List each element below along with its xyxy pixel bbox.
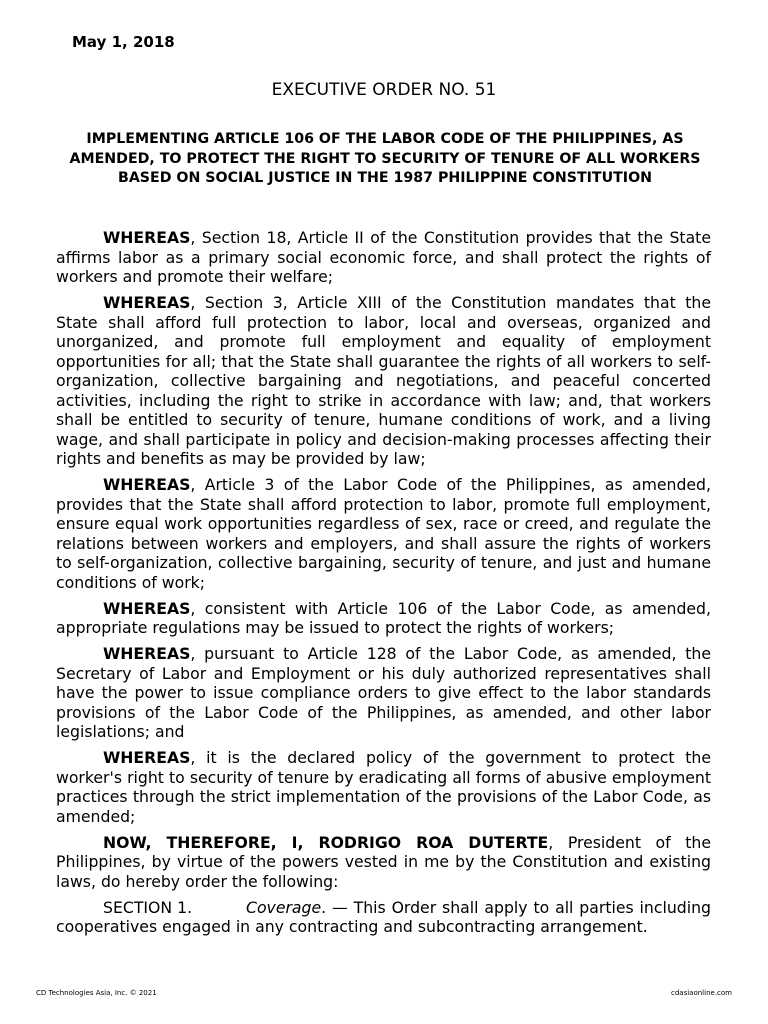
clause-lead: WHEREAS (103, 598, 191, 618)
whereas-clause-5 (56, 644, 711, 742)
section-number: SECTION 1. (103, 897, 193, 917)
whereas-clause-4 (56, 599, 711, 638)
now-therefore-clause (56, 833, 711, 892)
clause-text: , Section 18, Article II of the Constitution provides that the State affirms labor as a primary social economic force, and shall protect the rights of workers and promote their welfare; (56, 228, 711, 286)
clause-text: , President of the Philippines, by virtue of the powers vested in me by the Constitution and existing laws, do hereby order the following: (56, 832, 711, 891)
clause-text: , it is the declared policy of the government to protect the worker's right to security of tenure by eradicating all forms of abusive employment practices through the strict implementation of the provisions of the Labor Code, as amended; (56, 748, 711, 826)
clause-lead: WHEREAS (103, 748, 191, 767)
order-body (56, 228, 711, 943)
clause-lead: WHEREAS (103, 228, 191, 247)
footer-website: cdasiaonline.com (671, 989, 732, 997)
whereas-clause-6 (56, 748, 711, 826)
order-title: EXECUTIVE ORDER NO. 51 (271, 80, 497, 100)
clause-lead: NOW, THEREFORE, I, RODRIGO ROA DUTERTE (103, 832, 549, 852)
order-subject: IMPLEMENTING ARTICLE 106 OF THE LABOR CODE OF THE PHILIPPINES, AS AMENDED, TO PROTECT THE RIGHT TO SECURITY OF TENURE OF ALL WORKERS BASED ON SOCIAL JUSTICE IN THE 1987 PHILIPPINE CONSTITUTION (69, 131, 701, 186)
footer-copyright: CD Technologies Asia, Inc. © 2021 (36, 989, 157, 997)
clause-lead: WHEREAS (103, 293, 191, 312)
document-date: May 1, 2018 (72, 33, 175, 51)
whereas-clause-3 (56, 475, 711, 592)
clause-lead: WHEREAS (103, 644, 191, 663)
clause-lead: WHEREAS (103, 475, 191, 494)
clause-text: , Section 3, Article XIII of the Constitution mandates that the State shall afford full protection to labor, local and overseas, organized and unorganized, and promote full employment and equality of employment opportunities for all; that the State shall guarantee the rights of all workers to self-organization, collective bargaining and negotiations, and peaceful concerted activities, including the right to strike in accordance with law; and, that workers shall be entitled to security of tenure, humane conditions of work, and a living wage, and shall participate in policy and decision-making processes affecting their rights and benefits as may be provided by law; (56, 293, 711, 468)
whereas-clause-1 (56, 228, 711, 287)
section-heading: Coverage (246, 897, 322, 917)
clause-text: , consistent with Article 106 of the Labor Code, as amended, appropriate regulations may be issued to protect the rights of workers; (56, 598, 711, 637)
clause-text: , Article 3 of the Labor Code of the Philippines, as amended, provides that the State shall afford protection to labor, promote full employment, ensure equal work opportunities regardless of sex, race or creed, and regulate the relations between workers and employers, and shall assure the rights of workers to self-organization, collective bargaining, security of tenure, and just and humane conditions of work; (56, 475, 711, 592)
clause-text: , pursuant to Article 128 of the Labor Code, as amended, the Secretary of Labor and Employment or his duly authorized representatives shall have the power to issue compliance orders to give effect to the labor standards provisions of the Labor Code of the Philippines, as amended, and other labor legislations; and (56, 644, 711, 741)
section-text: . — This Order shall apply to all parties including cooperatives engaged in any contracting and subcontracting arrangement. (56, 897, 711, 936)
section-1 (56, 898, 711, 937)
whereas-clause-2 (56, 293, 711, 469)
